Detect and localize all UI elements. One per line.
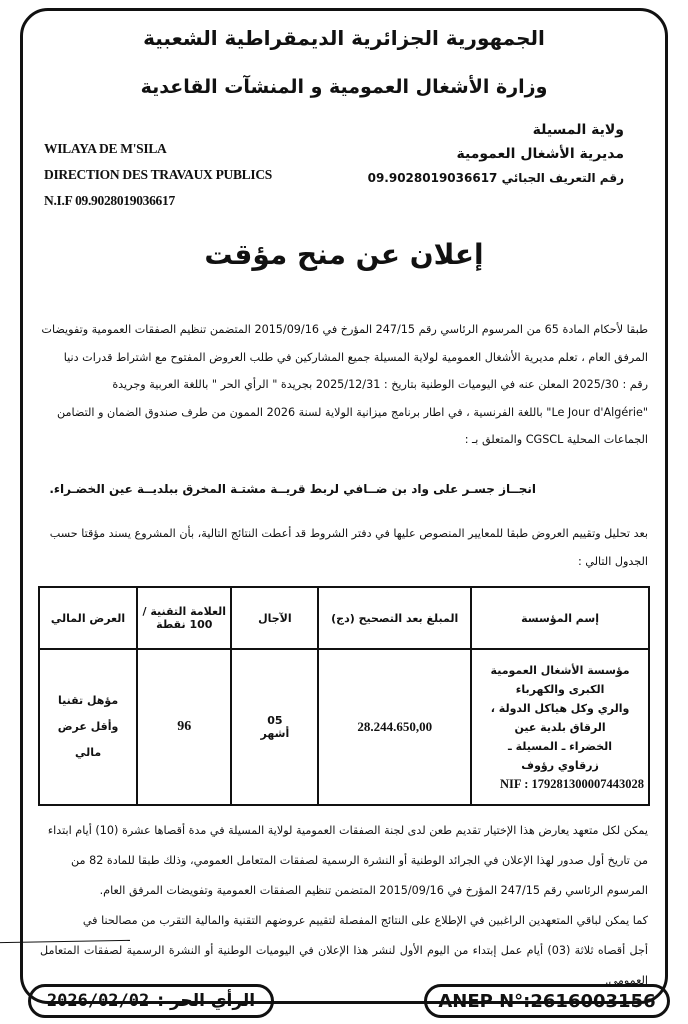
appeal-line: أجل أقصاه ثلاثة (03) أيام عمل إبتداء من اليوم الأول لنشر هذا الإعلان في اليوميات الوطنية أو النشرة الرسمية لصفقات المتعامل العمومي. xyxy=(40,944,649,987)
republic-header: الجمهورية الجزائرية الديمقراطية الشعبية xyxy=(143,26,545,50)
evaluation-paragraph xyxy=(40,520,648,575)
company-name-line: والري وكل هياكل الدولة ، الرقاق بلدية عين xyxy=(490,701,630,734)
wilaya-fr: WILAYA DE M'SILA xyxy=(44,141,167,156)
intro-line: الجماعات المحلية CGSCL والمتعلق بـ : xyxy=(464,433,648,446)
appeal-line: يمكن لكل متعهد يعارض هذا الإختيار تقديم طعن لدى لجنة الصفقات العمومية لولاية المسيلة في مدة أقصاها عشرة (10) أيام ابتداء xyxy=(47,824,648,837)
publication-date: 2026/02/02 xyxy=(46,991,150,1011)
header-technical-mark: العلامة التقنية / 100 نقطة xyxy=(137,587,231,649)
cell-company xyxy=(471,649,649,805)
delay-unit: أشهر xyxy=(260,727,290,740)
company-name-line: الخضراء ـ المسيلة ـ xyxy=(508,739,613,753)
intro-line: طبقا لأحكام المادة 65 من المرسوم الرئاسي رقم 247/15 المؤرخ في 2015/09/16 المتضمن تنظيم الصفقات العمومية وتفويضات xyxy=(41,323,648,336)
project-description: انجــاز جسـر على واد بن ضــافي لربط قريــة مشتـة المخرق ببلديــة عين الخضـراء. xyxy=(49,482,536,496)
direction-ar: مديرية الأشغال العمومية xyxy=(456,146,624,162)
intro-line: "Le Jour d'Algérie" باللغة الفرنسية ، في اطار برنامج ميزانية الولاية لسنة 2026 الممون من طرف صندوق الضمان و التضامن xyxy=(57,405,648,419)
anep-number-badge: ANEP N°:2616003156 xyxy=(424,984,670,1018)
intro-line: رقم : 2025/30 المعلن عنه في اليوميات الوطنية بتاريخ : 2025/12/31 بجريدة " الرأي الحر " باللغة العربية وجريدة xyxy=(112,378,648,391)
table-header-row xyxy=(39,587,649,649)
ministry-header: وزارة الأشغال العمومية و المنشآت القاعدية xyxy=(140,76,548,98)
evaluation-line: بعد تحليل وتقييم العروض طبقا للمعايير المنصوص عليها في دفتر الشروط قد أعطت النتائج التالية، بأن المشروع يسند مؤقتا حسب xyxy=(49,527,648,540)
financial-line: مالي xyxy=(74,746,102,759)
intro-line: المرفق العام ، تعلم مديرية الأشغال العمومية لولاية المسيلة جميع المشاركين في طلب العروض المفتوح مع اشتراط قدرات دنيا xyxy=(63,350,648,364)
issuer-arabic-block xyxy=(324,118,624,190)
financial-line: وأقل عرض xyxy=(57,720,119,733)
table-row xyxy=(39,649,649,805)
header-amount: المبلغ بعد التصحيح (دج) xyxy=(318,587,471,649)
company-name-line: مؤسسة الأشغال العمومية الكبرى والكهرباء xyxy=(490,663,630,696)
evaluation-line: الجدول التالي : xyxy=(577,554,648,568)
delay-value: 05 xyxy=(267,714,283,727)
header-company: إسم المؤسسة xyxy=(471,587,649,649)
newspaper-date-badge xyxy=(28,984,274,1018)
issuer-french-block xyxy=(44,136,272,214)
financial-line: مؤهل تقنيا xyxy=(57,694,119,707)
nif-ar: رقم التعريف الجبائي 09.9028019036617 xyxy=(367,171,624,185)
wilaya-ar: ولاية المسيلة xyxy=(532,122,624,138)
results-table xyxy=(38,586,650,806)
notice-title: إعلان عن منح مؤقت xyxy=(204,238,484,271)
newspaper-name: الرأي الحر : xyxy=(157,991,256,1011)
nif-fr: N.I.F 09.9028019036617 xyxy=(44,193,175,208)
header-financial-offer: العرض المالي xyxy=(39,587,137,649)
header-delay: الآجال xyxy=(231,587,318,649)
intro-paragraph xyxy=(40,316,648,454)
appeal-paragraph xyxy=(40,816,648,996)
company-manager: زرقاوي رؤوف xyxy=(521,758,599,772)
company-nif: NIF : 179281300007443028 xyxy=(500,776,644,791)
cell-delay xyxy=(231,649,318,805)
appeal-line: كما يمكن لباقي المتعهدين الراغبين في الإطلاع على النتائج المفصلة لتقييم عروضهم التقنية والمالية التقرب من مصالحنا في xyxy=(82,914,648,927)
cell-financial-offer xyxy=(39,649,137,805)
direction-fr: DIRECTION DES TRAVAUX PUBLICS xyxy=(44,167,272,182)
cell-amount: 28.244.650,00 xyxy=(318,649,471,805)
appeal-line: من تاريخ أول صدور لهذا الإعلان في الجرائد الوطنية أو النشرة الرسمية لصفقات المتعامل العمومي، وذلك طبقا للمادة 82 من xyxy=(71,854,648,867)
cell-technical-mark: 96 xyxy=(137,649,231,805)
appeal-line: المرسوم الرئاسي رقم 247/15 المؤرخ في 2015/09/16 المتضمن تنظيم الصفقات العمومية وتفويضات المرفق العام. xyxy=(99,884,648,897)
